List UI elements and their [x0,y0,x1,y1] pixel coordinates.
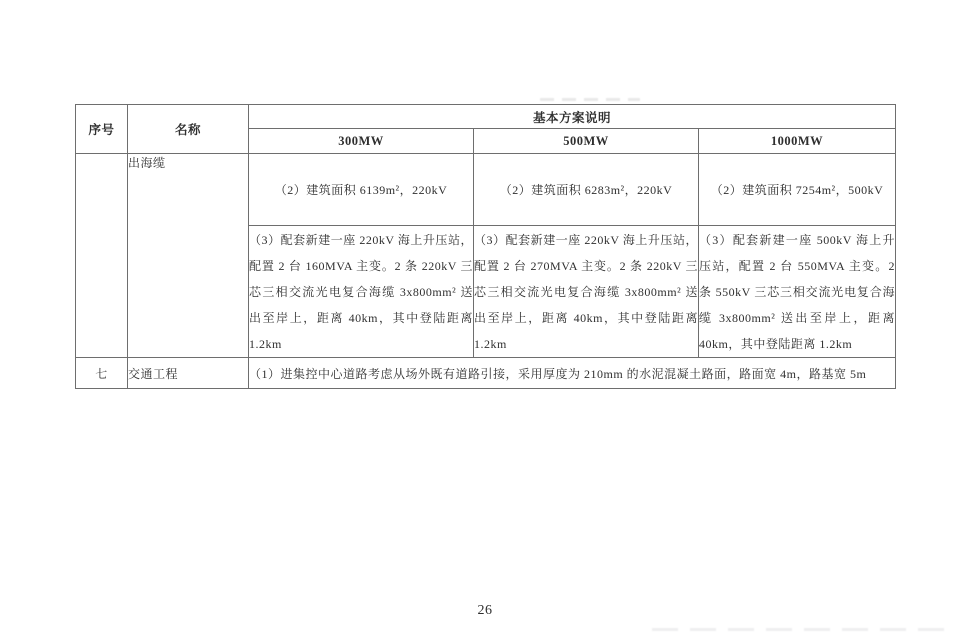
table-row [76,154,896,226]
traffic-seq-cell: 七 [76,358,128,389]
sea-cable-seq-cell [76,154,128,358]
variant-300mw-header: 300MW [249,129,474,154]
sea-cable-name-cell: 出海缆 [128,154,249,358]
traffic-desc-cell: （1）进集控中心道路考虑从场外既有道路引接，采用厚度为 210mm 的水泥混凝土路面，路面宽 4m，路基宽 5m [249,358,896,389]
name-header-cell: 名称 [128,105,249,154]
scan-artifact-bottom [652,628,952,631]
building-area-300mw-cell: （2）建筑面积 6139m²，220kV [249,154,474,226]
table-row [76,358,896,389]
page-number: 26 [477,603,493,618]
building-area-1000mw-cell: （2）建筑面积 7254m²，500kV [699,154,896,226]
traffic-name-cell: 交通工程 [128,358,249,389]
table-header-row-1 [76,105,896,129]
scan-artifact-top [540,98,640,101]
variant-500mw-header: 500MW [474,129,699,154]
station-500mw-cell: （3）配套新建一座 220kV 海上升压站，配置 2 台 270MVA 主变。2 条 220kV 三芯三相交流光电复合海缆 3x800mm² 送出至岸上，距离 40km，其中登陆距离 1.2km [474,226,699,358]
seq-header-cell: 序号 [76,105,128,154]
station-300mw-cell: （3）配套新建一座 220kV 海上升压站，配置 2 台 160MVA 主变。2 条 220kV 三芯三相交流光电复合海缆 3x800mm² 送出至岸上，距离 40km，其中登陆距离 1.2km [249,226,474,358]
plan-group-header-cell: 基本方案说明 [249,105,896,129]
variant-1000mw-header: 1000MW [699,129,896,154]
station-1000mw-cell: （3）配套新建一座 500kV 海上升压站，配置 2 台 550MVA 主变。2 条 550kV 三芯三相交流光电复合海缆 3x800mm² 送出至岸上，距离 40km，其中登陆距离 1.2km [699,226,896,358]
building-area-500mw-cell: （2）建筑面积 6283m²，220kV [474,154,699,226]
plan-table [75,104,896,389]
